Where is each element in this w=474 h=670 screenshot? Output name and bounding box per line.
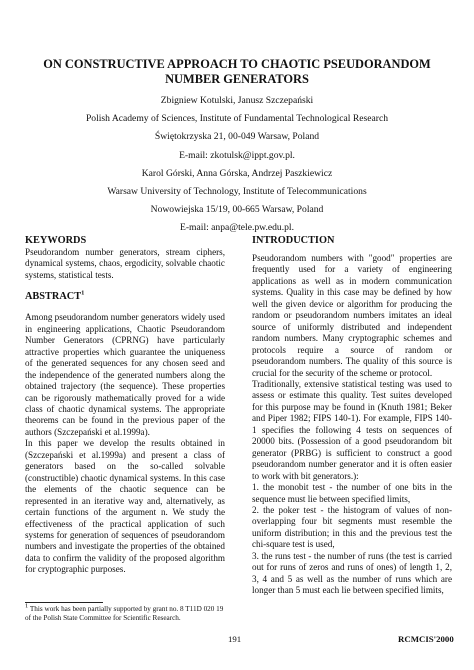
author-line: Karol Górski, Anna Górska, Andrzej Paszkiewicz (141, 167, 333, 179)
intro-list-item: 1. the monobit test - the number of one bits in the sequence must lie between specified limits, (252, 482, 452, 504)
author-block (20, 92, 454, 238)
author-line: E-mail: zkotulsk@ippt.gov.pl. (179, 149, 295, 161)
author-line: Nowowiejska 15/19, 00-665 Warsaw, Poland (150, 204, 324, 216)
author-line: Polish Academy of Sciences, Institute of Fundamental Technological Research (85, 113, 389, 125)
paper-title: ON CONSTRUCTIVE APPROACH TO CHAOTIC PSEUDORANDOM NUMBER GENERATORS (43, 57, 431, 86)
intro-paragraph: Pseudorandom numbers with "good" properties are frequently used for a variety of engineering applications as well as in modern communication systems. Quality in this case may be defined by how well the given device or algorithm for producing the random or pseudorandom numbers imitates an ideal source of uniformly distributed and independent random numbers. Many cryptographic schemes and protocols require a source of random or pseudorandom numbers. The quality of this source is crucial for the security of the scheme or protocol. (252, 253, 452, 378)
intro-list-item: 2. the poker test - the histogram of values of non-overlapping four bit segments must resemble the uniform distribution; in this and the previous test the chi-square test is used, (252, 504, 452, 550)
abstract-heading-text: ABSTRACT (25, 291, 82, 303)
introduction-heading: INTRODUCTION (252, 235, 335, 246)
footnote-mark: 1 (81, 289, 85, 297)
journal-name: RCMCIS'2000 (398, 634, 454, 644)
author-line: E-mail: anpa@tele.pw.edu.pl. (180, 222, 294, 234)
author-line: Świętokrzyska 21, 00-049 Warsaw, Poland (154, 131, 320, 143)
keywords-heading: KEYWORDS (25, 235, 87, 246)
footnote-number: 1 (25, 602, 29, 610)
footnote-rule (25, 602, 103, 603)
intro-paragraph: Traditionally, extensive statistical testing was used to assess or estimate this quality. Test suites developed for this purpose may be found in (Knuth 1981; Beker and Piper 1982; FIPS 140-1). For example, FIPS 140-1 specifies the following 4 tests on sequences of 20000 bits. (Possession of a good pseudorandom bit generator (PRBG) is sufficient to construct a good pseudorandom number generator and it is often easier to work with bit generators.): (252, 378, 452, 481)
footnote-text: This work has been partially supported by grant no. 8 T11D 020 19 of the Polish State Committee for Scientific Research. (25, 605, 224, 623)
abstract-paragraph: In this paper we develop the results obtained in (Szczepański et al.1999a) and present a class of generators based on the so-called solvable (constructible) chaotic dynamical systems. In this case the elements of the chaotic sequence can be represented in an iterative way and, alternatively, as certain functions of the argument n. We study the effectiveness of the practical application of such systems for generation of sequences of pseudorandom numbers and investigate the properties of the obtained data to confirm the validity of the proposed algorithm for cryptographic purposes. (25, 438, 225, 575)
abstract-paragraph: Among pseudorandom number generators widely used in engineering applications, Chaotic Pseudorandom Number Generators (CPRNG) have particularly attractive properties which guarantee the uniqueness of the generated sequences for any chosen seed and the independence of the generated numbers along the obtained trajectory (the sequence). These properties can be rigorously mathematically proved for a wide class of chaotic dynamical systems. The appropriate theorems can be found in the previous paper of the authors (Szczepański et al.1999a). (25, 312, 225, 437)
author-line: Warsaw University of Technology, Institute of Telecommunications (107, 185, 367, 197)
author-line: Zbigniew Kotulski, Janusz Szczepański (160, 95, 314, 106)
keywords-text: Pseudorandom number generators, stream ciphers, dynamical systems, chaos, ergodicity, solvable chaotic systems, statistical tests. (25, 247, 225, 280)
left-column (25, 234, 225, 576)
intro-list-item: 3. the runs test - the number of runs (the test is carried out for runs of zeros and runs of ones) of length 1, 2, 3, 4 and 5 as well as the number of runs which are longer than 5 must each lie between specified limits, (252, 550, 452, 596)
abstract-heading (25, 290, 225, 303)
page-number: 191 (228, 634, 242, 644)
right-column (252, 234, 452, 597)
footnote (25, 602, 230, 623)
